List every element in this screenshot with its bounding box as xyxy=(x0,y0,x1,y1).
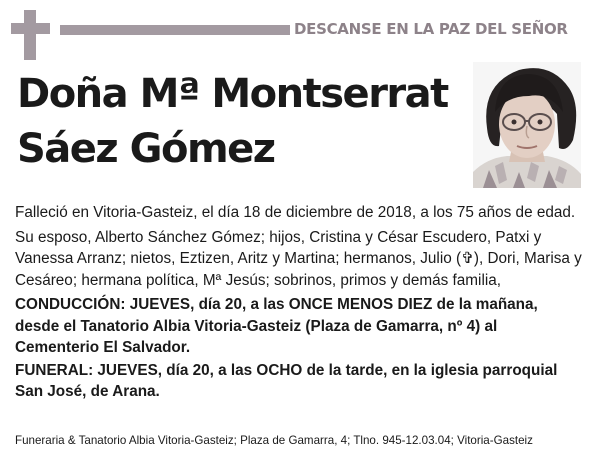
cross-icon-arm xyxy=(11,23,50,34)
name-line-1: Doña Mª Montserrat xyxy=(17,71,448,117)
portrait-photo-svg xyxy=(473,62,581,188)
portrait-photo-icon xyxy=(473,62,581,188)
funeral-home-footer: Funeraria & Tanatorio Albia Vitoria-Gasteiz; Plaza de Gamarra, 4; Tlno. 945-12.03.04; Vitoria-Gasteiz xyxy=(15,434,533,447)
name-line-2: Sáez Gómez xyxy=(17,126,275,172)
header-tagline: DESCANSE EN LA PAZ DEL SEÑOR xyxy=(294,20,568,38)
funeral-paragraph: FUNERAL: JUEVES, día 20, a las OCHO de la tarde, en la iglesia parroquial San José, de Arana. xyxy=(15,361,558,400)
header-bar xyxy=(60,25,290,35)
family-paragraph: Su esposo, Alberto Sánchez Gómez; hijos, Cristina y César Escudero, Patxi y Vanessa Arranz; nietos, Eztizen, Aritz y Martina; hermanos, Julio (✞), Dori, Marisa y Cesáreo; hermana política, Mª Jesús; sobrinos, primos y demás familia, xyxy=(15,228,582,289)
conduccion-paragraph: CONDUCCIÓN: JUEVES, día 20, a las ONCE MENOS DIEZ de la mañana, desde el Tanatorio Albia Vitoria-Gasteiz (Plaza de Gamarra, nº 4) al Cementerio El Salvador. xyxy=(15,296,538,356)
cross-icon xyxy=(24,10,36,60)
notice-body xyxy=(15,202,585,404)
death-notice-paragraph: Falleció en Vitoria-Gasteiz, el día 18 de diciembre de 2018, a los 75 años de edad. xyxy=(15,204,576,221)
deceased-name xyxy=(17,67,467,177)
